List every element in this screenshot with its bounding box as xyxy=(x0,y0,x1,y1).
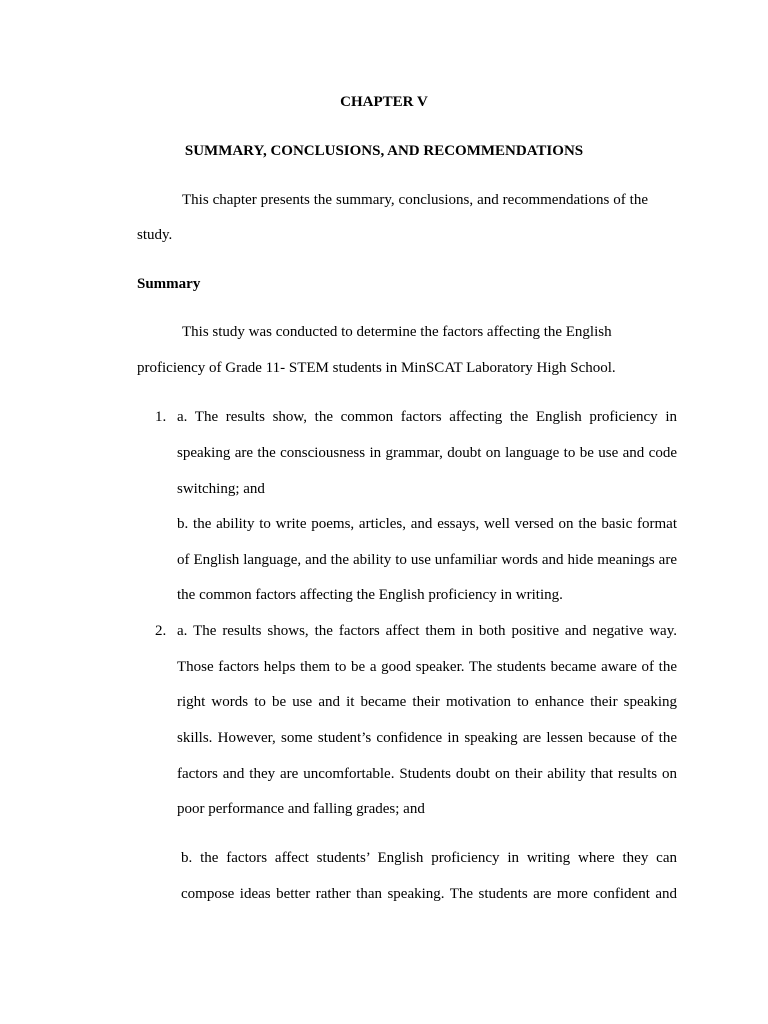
intro-line-2: study. xyxy=(137,227,173,243)
intro-line-1: This chapter presents the summary, conclusions, and recommendations of the xyxy=(182,192,648,208)
chapter-title: SUMMARY, CONCLUSIONS, AND RECOMMENDATIONS xyxy=(184,143,584,159)
summary-para-line-2: proficiency of Grade 11- STEM students in MinSCAT Laboratory High School. xyxy=(137,360,616,376)
chapter-label: CHAPTER V xyxy=(340,94,428,110)
finding-2a-line-4: skills. However, some student’s confidence in speaking are lessen because of the xyxy=(177,730,677,746)
summary-para-line-1: This study was conducted to determine the factors affecting the English xyxy=(182,324,612,340)
finding-1a-line-3: switching; and xyxy=(177,481,265,497)
finding-1b-line-2: of English language, and the ability to use unfamiliar words and hide meanings are xyxy=(177,552,677,568)
finding-number: 1. xyxy=(155,409,167,425)
finding-1b-line-1: b. the ability to write poems, articles, and essays, well versed on the basic format xyxy=(177,516,677,532)
summary-heading: Summary xyxy=(137,276,201,292)
finding-2a-line-1: a. The results shows, the factors affect them in both positive and negative way. xyxy=(177,623,677,639)
finding-number: 2. xyxy=(155,623,167,639)
finding-1a-line-2: speaking are the consciousness in grammar, doubt on language to be use and code xyxy=(177,445,677,461)
finding-2b-line-2: compose ideas better rather than speaking. The students are more confident and xyxy=(181,886,677,902)
finding-2a-line-3: right words to be use and it became their motivation to enhance their speaking xyxy=(177,694,677,710)
finding-1a-line-1: a. The results show, the common factors affecting the English proficiency in xyxy=(177,409,677,425)
finding-1b-line-3: the common factors affecting the English proficiency in writing. xyxy=(177,587,563,603)
finding-2a-line-2: Those factors helps them to be a good speaker. The students became aware of the xyxy=(177,659,677,675)
finding-2a-line-5: factors and they are uncomfortable. Students doubt on their ability that results on xyxy=(177,766,677,782)
finding-2b-line-1: b. the factors affect students’ English proficiency in writing where they can xyxy=(181,850,677,866)
finding-2a-line-6: poor performance and falling grades; and xyxy=(177,801,425,817)
